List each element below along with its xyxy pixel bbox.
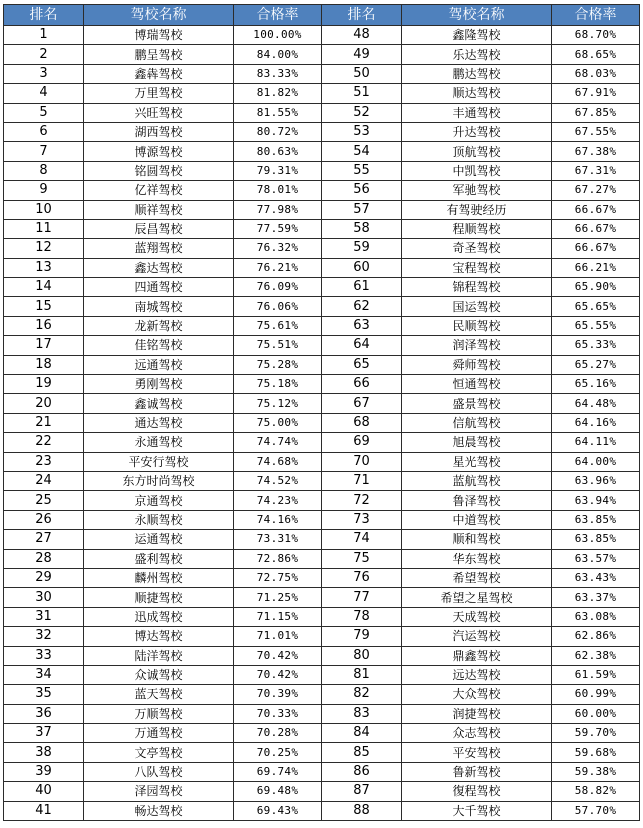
rank-cell: 71	[322, 471, 402, 490]
school-name-cell: 四通驾校	[84, 278, 234, 297]
school-name-cell: 鑫达驾校	[84, 258, 234, 277]
table-row	[4, 607, 640, 626]
pass-rate-cell: 68.03%	[552, 64, 640, 83]
pass-rate-cell: 75.00%	[234, 413, 322, 432]
pass-rate-cell: 76.06%	[234, 297, 322, 316]
table-row	[4, 181, 640, 200]
pass-rate-cell: 81.82%	[234, 84, 322, 103]
school-name-cell: 信航驾校	[402, 413, 552, 432]
table-row	[4, 685, 640, 704]
pass-rate-cell: 77.59%	[234, 219, 322, 238]
table-row	[4, 646, 640, 665]
table-row	[4, 549, 640, 568]
school-name-cell: 平安驾校	[402, 743, 552, 762]
school-name-cell: 泽园驾校	[84, 782, 234, 801]
pass-rate-cell: 70.33%	[234, 704, 322, 723]
school-name-cell: 顺和驾校	[402, 530, 552, 549]
school-name-cell: 乐达驾校	[402, 45, 552, 64]
pass-rate-cell: 64.16%	[552, 413, 640, 432]
pass-rate-cell: 67.91%	[552, 84, 640, 103]
table-row	[4, 510, 640, 529]
table-row	[4, 433, 640, 452]
pass-rate-cell: 74.23%	[234, 491, 322, 510]
rank-cell: 10	[4, 200, 84, 219]
rank-cell: 69	[322, 433, 402, 452]
pass-rate-cell: 68.65%	[552, 45, 640, 64]
rank-cell: 59	[322, 239, 402, 258]
school-name-cell: 锦程驾校	[402, 278, 552, 297]
pass-rate-cell: 64.11%	[552, 433, 640, 452]
pass-rate-cell: 65.33%	[552, 336, 640, 355]
table-row	[4, 161, 640, 180]
pass-rate-cell: 65.65%	[552, 297, 640, 316]
rank-cell: 24	[4, 471, 84, 490]
header-row	[4, 5, 640, 26]
rank-cell: 30	[4, 588, 84, 607]
school-name-cell: 国运驾校	[402, 297, 552, 316]
pass-rate-cell: 63.96%	[552, 471, 640, 490]
rank-cell: 14	[4, 278, 84, 297]
pass-rate-cell: 63.08%	[552, 607, 640, 626]
school-name-cell: 希望之星驾校	[402, 588, 552, 607]
table-row	[4, 316, 640, 335]
table-row	[4, 297, 640, 316]
pass-rate-cell: 61.59%	[552, 665, 640, 684]
pass-rate-cell: 70.28%	[234, 724, 322, 743]
school-name-cell: 顺祥驾校	[84, 200, 234, 219]
pass-rate-cell: 63.37%	[552, 588, 640, 607]
rank-cell: 11	[4, 219, 84, 238]
rank-cell: 33	[4, 646, 84, 665]
rank-cell: 70	[322, 452, 402, 471]
rank-cell: 79	[322, 627, 402, 646]
rank-cell: 7	[4, 142, 84, 161]
school-name-cell: 龙新驾校	[84, 316, 234, 335]
school-name-cell: 亿祥驾校	[84, 181, 234, 200]
school-name-cell: 铭圆驾校	[84, 161, 234, 180]
table-row	[4, 142, 640, 161]
school-name-cell: 永通驾校	[84, 433, 234, 452]
rank-cell: 13	[4, 258, 84, 277]
header-rate-left: 合格率	[234, 5, 322, 26]
school-name-cell: 麟州驾校	[84, 568, 234, 587]
school-name-cell: 鼎鑫驾校	[402, 646, 552, 665]
header-rank-left: 排名	[4, 5, 84, 26]
rank-cell: 21	[4, 413, 84, 432]
table-row	[4, 45, 640, 64]
rank-cell: 18	[4, 355, 84, 374]
pass-rate-cell: 75.61%	[234, 316, 322, 335]
rank-cell: 1	[4, 26, 84, 45]
school-name-cell: 勇刚驾校	[84, 375, 234, 394]
table-row	[4, 336, 640, 355]
school-name-cell: 顶航驾校	[402, 142, 552, 161]
school-name-cell: 蓝航驾校	[402, 471, 552, 490]
rank-cell: 64	[322, 336, 402, 355]
rank-cell: 2	[4, 45, 84, 64]
rank-cell: 88	[322, 801, 402, 820]
pass-rate-cell: 63.43%	[552, 568, 640, 587]
rank-cell: 8	[4, 161, 84, 180]
table-row	[4, 26, 640, 45]
pass-rate-cell: 63.85%	[552, 530, 640, 549]
school-name-cell: 恒通驾校	[402, 375, 552, 394]
table-row	[4, 724, 640, 743]
rank-cell: 66	[322, 375, 402, 394]
school-name-cell: 鹏达驾校	[402, 64, 552, 83]
pass-rate-cell: 57.70%	[552, 801, 640, 820]
pass-rate-cell: 71.25%	[234, 588, 322, 607]
school-name-cell: 旭晨驾校	[402, 433, 552, 452]
table-row	[4, 219, 640, 238]
table-row	[4, 394, 640, 413]
rank-cell: 72	[322, 491, 402, 510]
rank-cell: 53	[322, 122, 402, 141]
rank-cell: 39	[4, 762, 84, 781]
pass-rate-cell: 70.39%	[234, 685, 322, 704]
school-name-cell: 程顺驾校	[402, 219, 552, 238]
pass-rate-cell: 74.74%	[234, 433, 322, 452]
rank-cell: 29	[4, 568, 84, 587]
pass-rate-cell: 63.94%	[552, 491, 640, 510]
school-name-cell: 永顺驾校	[84, 510, 234, 529]
header-school-left: 驾校名称	[84, 5, 234, 26]
table-row	[4, 471, 640, 490]
school-name-cell: 希望驾校	[402, 568, 552, 587]
rank-cell: 61	[322, 278, 402, 297]
pass-rate-cell: 74.52%	[234, 471, 322, 490]
pass-rate-cell: 76.32%	[234, 239, 322, 258]
rank-cell: 85	[322, 743, 402, 762]
school-name-cell: 陆洋驾校	[84, 646, 234, 665]
school-name-cell: 升达驾校	[402, 122, 552, 141]
school-name-cell: 汽运驾校	[402, 627, 552, 646]
pass-rate-cell: 73.31%	[234, 530, 322, 549]
rank-cell: 19	[4, 375, 84, 394]
pass-rate-cell: 62.86%	[552, 627, 640, 646]
pass-rate-cell: 60.00%	[552, 704, 640, 723]
school-name-cell: 运通驾校	[84, 530, 234, 549]
rank-cell: 63	[322, 316, 402, 335]
table-row	[4, 452, 640, 471]
table-row	[4, 704, 640, 723]
school-name-cell: 顺捷驾校	[84, 588, 234, 607]
rank-cell: 50	[322, 64, 402, 83]
rank-cell: 75	[322, 549, 402, 568]
pass-rate-cell: 72.86%	[234, 549, 322, 568]
pass-rate-cell: 65.27%	[552, 355, 640, 374]
rank-cell: 20	[4, 394, 84, 413]
rank-cell: 65	[322, 355, 402, 374]
rank-cell: 5	[4, 103, 84, 122]
table-row	[4, 665, 640, 684]
rank-cell: 73	[322, 510, 402, 529]
rank-cell: 32	[4, 627, 84, 646]
school-name-cell: 天成驾校	[402, 607, 552, 626]
table-row	[4, 355, 640, 374]
school-name-cell: 畅达驾校	[84, 801, 234, 820]
school-name-cell: 奇圣驾校	[402, 239, 552, 258]
pass-rate-cell: 72.75%	[234, 568, 322, 587]
school-name-cell: 丰通驾校	[402, 103, 552, 122]
rank-cell: 16	[4, 316, 84, 335]
school-name-cell: 星光驾校	[402, 452, 552, 471]
rank-cell: 6	[4, 122, 84, 141]
school-name-cell: 鑫犇驾校	[84, 64, 234, 83]
rank-cell: 80	[322, 646, 402, 665]
table-row	[4, 375, 640, 394]
rank-cell: 83	[322, 704, 402, 723]
school-name-cell: 博源驾校	[84, 142, 234, 161]
pass-rate-cell: 64.00%	[552, 452, 640, 471]
table-row	[4, 278, 640, 297]
table-row	[4, 801, 640, 820]
rank-cell: 55	[322, 161, 402, 180]
table-row	[4, 200, 640, 219]
pass-rate-cell: 70.42%	[234, 646, 322, 665]
school-name-cell: 中道驾校	[402, 510, 552, 529]
pass-rate-cell: 67.85%	[552, 103, 640, 122]
rank-cell: 86	[322, 762, 402, 781]
pass-rate-cell: 84.00%	[234, 45, 322, 64]
rank-cell: 77	[322, 588, 402, 607]
pass-rate-cell: 58.82%	[552, 782, 640, 801]
pass-rate-cell: 69.74%	[234, 762, 322, 781]
pass-rate-cell: 75.18%	[234, 375, 322, 394]
rank-cell: 48	[322, 26, 402, 45]
rank-cell: 74	[322, 530, 402, 549]
pass-rate-cell: 74.16%	[234, 510, 322, 529]
rank-cell: 37	[4, 724, 84, 743]
school-name-cell: 中凯驾校	[402, 161, 552, 180]
school-name-cell: 兴旺驾校	[84, 103, 234, 122]
school-name-cell: 民顺驾校	[402, 316, 552, 335]
pass-rate-cell: 66.67%	[552, 219, 640, 238]
school-name-cell: 万顺驾校	[84, 704, 234, 723]
rank-cell: 3	[4, 64, 84, 83]
pass-rate-cell: 77.98%	[234, 200, 322, 219]
school-name-cell: 鹏呈驾校	[84, 45, 234, 64]
rank-cell: 58	[322, 219, 402, 238]
pass-rate-cell: 65.90%	[552, 278, 640, 297]
school-name-cell: 佳铭驾校	[84, 336, 234, 355]
school-name-cell: 迅成驾校	[84, 607, 234, 626]
pass-rate-cell: 66.21%	[552, 258, 640, 277]
pass-rate-cell: 80.63%	[234, 142, 322, 161]
school-name-cell: 宝程驾校	[402, 258, 552, 277]
rank-cell: 40	[4, 782, 84, 801]
pass-rate-cell: 75.28%	[234, 355, 322, 374]
pass-rate-cell: 69.48%	[234, 782, 322, 801]
pass-rate-cell: 62.38%	[552, 646, 640, 665]
pass-rate-cell: 66.67%	[552, 200, 640, 219]
table-row	[4, 122, 640, 141]
table-row	[4, 568, 640, 587]
rank-cell: 41	[4, 801, 84, 820]
pass-rate-cell: 59.38%	[552, 762, 640, 781]
table-row	[4, 743, 640, 762]
table-row	[4, 258, 640, 277]
rank-cell: 60	[322, 258, 402, 277]
pass-rate-cell: 67.55%	[552, 122, 640, 141]
pass-rate-cell: 75.51%	[234, 336, 322, 355]
school-name-cell: 南城驾校	[84, 297, 234, 316]
table-row	[4, 64, 640, 83]
table-row	[4, 84, 640, 103]
school-name-cell: 蓝天驾校	[84, 685, 234, 704]
rank-cell: 34	[4, 665, 84, 684]
table-row	[4, 530, 640, 549]
pass-rate-ranking-table	[3, 4, 640, 821]
school-name-cell: 盛利驾校	[84, 549, 234, 568]
table-row	[4, 413, 640, 432]
school-name-cell: 平安行驾校	[84, 452, 234, 471]
school-name-cell: 远达驾校	[402, 665, 552, 684]
rank-cell: 82	[322, 685, 402, 704]
pass-rate-cell: 66.67%	[552, 239, 640, 258]
rank-cell: 26	[4, 510, 84, 529]
pass-rate-cell: 63.85%	[552, 510, 640, 529]
school-name-cell: 復程驾校	[402, 782, 552, 801]
school-name-cell: 众志驾校	[402, 724, 552, 743]
pass-rate-cell: 67.31%	[552, 161, 640, 180]
school-name-cell: 华东驾校	[402, 549, 552, 568]
pass-rate-cell: 67.27%	[552, 181, 640, 200]
rank-cell: 9	[4, 181, 84, 200]
rank-cell: 81	[322, 665, 402, 684]
school-name-cell: 军驰驾校	[402, 181, 552, 200]
pass-rate-cell: 80.72%	[234, 122, 322, 141]
rank-cell: 27	[4, 530, 84, 549]
pass-rate-cell: 69.43%	[234, 801, 322, 820]
school-name-cell: 大千驾校	[402, 801, 552, 820]
pass-rate-cell: 76.09%	[234, 278, 322, 297]
pass-rate-cell: 59.70%	[552, 724, 640, 743]
school-name-cell: 盛景驾校	[402, 394, 552, 413]
header-rate-right: 合格率	[552, 5, 640, 26]
school-name-cell: 万里驾校	[84, 84, 234, 103]
pass-rate-cell: 70.25%	[234, 743, 322, 762]
table-row	[4, 239, 640, 258]
pass-rate-cell: 71.15%	[234, 607, 322, 626]
rank-cell: 4	[4, 84, 84, 103]
rank-cell: 49	[322, 45, 402, 64]
school-name-cell: 鲁泽驾校	[402, 491, 552, 510]
rank-cell: 12	[4, 239, 84, 258]
pass-rate-cell: 59.68%	[552, 743, 640, 762]
school-name-cell: 众诚驾校	[84, 665, 234, 684]
school-name-cell: 博瑞驾校	[84, 26, 234, 45]
table-body	[4, 26, 640, 821]
school-name-cell: 鑫诚驾校	[84, 394, 234, 413]
pass-rate-cell: 63.57%	[552, 549, 640, 568]
header-rank-right: 排名	[322, 5, 402, 26]
school-name-cell: 鲁新驾校	[402, 762, 552, 781]
rank-cell: 54	[322, 142, 402, 161]
pass-rate-cell: 79.31%	[234, 161, 322, 180]
pass-rate-cell: 74.68%	[234, 452, 322, 471]
header-school-right: 驾校名称	[402, 5, 552, 26]
school-name-cell: 京通驾校	[84, 491, 234, 510]
school-name-cell: 湖西驾校	[84, 122, 234, 141]
pass-rate-cell: 70.42%	[234, 665, 322, 684]
school-name-cell: 润泽驾校	[402, 336, 552, 355]
table-row	[4, 627, 640, 646]
school-name-cell: 博达驾校	[84, 627, 234, 646]
rank-cell: 31	[4, 607, 84, 626]
school-name-cell: 润捷驾校	[402, 704, 552, 723]
rank-cell: 84	[322, 724, 402, 743]
rank-cell: 15	[4, 297, 84, 316]
rank-cell: 68	[322, 413, 402, 432]
rank-cell: 76	[322, 568, 402, 587]
pass-rate-cell: 64.48%	[552, 394, 640, 413]
rank-cell: 67	[322, 394, 402, 413]
pass-rate-cell: 78.01%	[234, 181, 322, 200]
rank-cell: 87	[322, 782, 402, 801]
school-name-cell: 有驾驶经历	[402, 200, 552, 219]
rank-cell: 17	[4, 336, 84, 355]
pass-rate-cell: 81.55%	[234, 103, 322, 122]
school-name-cell: 东方时尚驾校	[84, 471, 234, 490]
pass-rate-cell: 68.70%	[552, 26, 640, 45]
pass-rate-cell: 65.55%	[552, 316, 640, 335]
school-name-cell: 舜师驾校	[402, 355, 552, 374]
table-row	[4, 491, 640, 510]
school-name-cell: 文亭驾校	[84, 743, 234, 762]
school-name-cell: 万通驾校	[84, 724, 234, 743]
table-row	[4, 762, 640, 781]
rank-cell: 51	[322, 84, 402, 103]
table-row	[4, 782, 640, 801]
school-name-cell: 远通驾校	[84, 355, 234, 374]
table-row	[4, 103, 640, 122]
pass-rate-cell: 71.01%	[234, 627, 322, 646]
rank-cell: 62	[322, 297, 402, 316]
pass-rate-cell: 65.16%	[552, 375, 640, 394]
rank-cell: 35	[4, 685, 84, 704]
school-name-cell: 通达驾校	[84, 413, 234, 432]
school-name-cell: 辰昌驾校	[84, 219, 234, 238]
school-name-cell: 顺达驾校	[402, 84, 552, 103]
rank-cell: 36	[4, 704, 84, 723]
rank-cell: 52	[322, 103, 402, 122]
pass-rate-cell: 75.12%	[234, 394, 322, 413]
pass-rate-cell: 60.99%	[552, 685, 640, 704]
school-name-cell: 大众驾校	[402, 685, 552, 704]
pass-rate-cell: 67.38%	[552, 142, 640, 161]
pass-rate-cell: 83.33%	[234, 64, 322, 83]
rank-cell: 38	[4, 743, 84, 762]
rank-cell: 78	[322, 607, 402, 626]
rank-cell: 28	[4, 549, 84, 568]
rank-cell: 22	[4, 433, 84, 452]
rank-cell: 56	[322, 181, 402, 200]
rank-cell: 57	[322, 200, 402, 219]
school-name-cell: 八队驾校	[84, 762, 234, 781]
school-name-cell: 蓝翔驾校	[84, 239, 234, 258]
pass-rate-cell: 100.00%	[234, 26, 322, 45]
table-row	[4, 588, 640, 607]
rank-cell: 23	[4, 452, 84, 471]
school-name-cell: 鑫隆驾校	[402, 26, 552, 45]
pass-rate-cell: 76.21%	[234, 258, 322, 277]
rank-cell: 25	[4, 491, 84, 510]
